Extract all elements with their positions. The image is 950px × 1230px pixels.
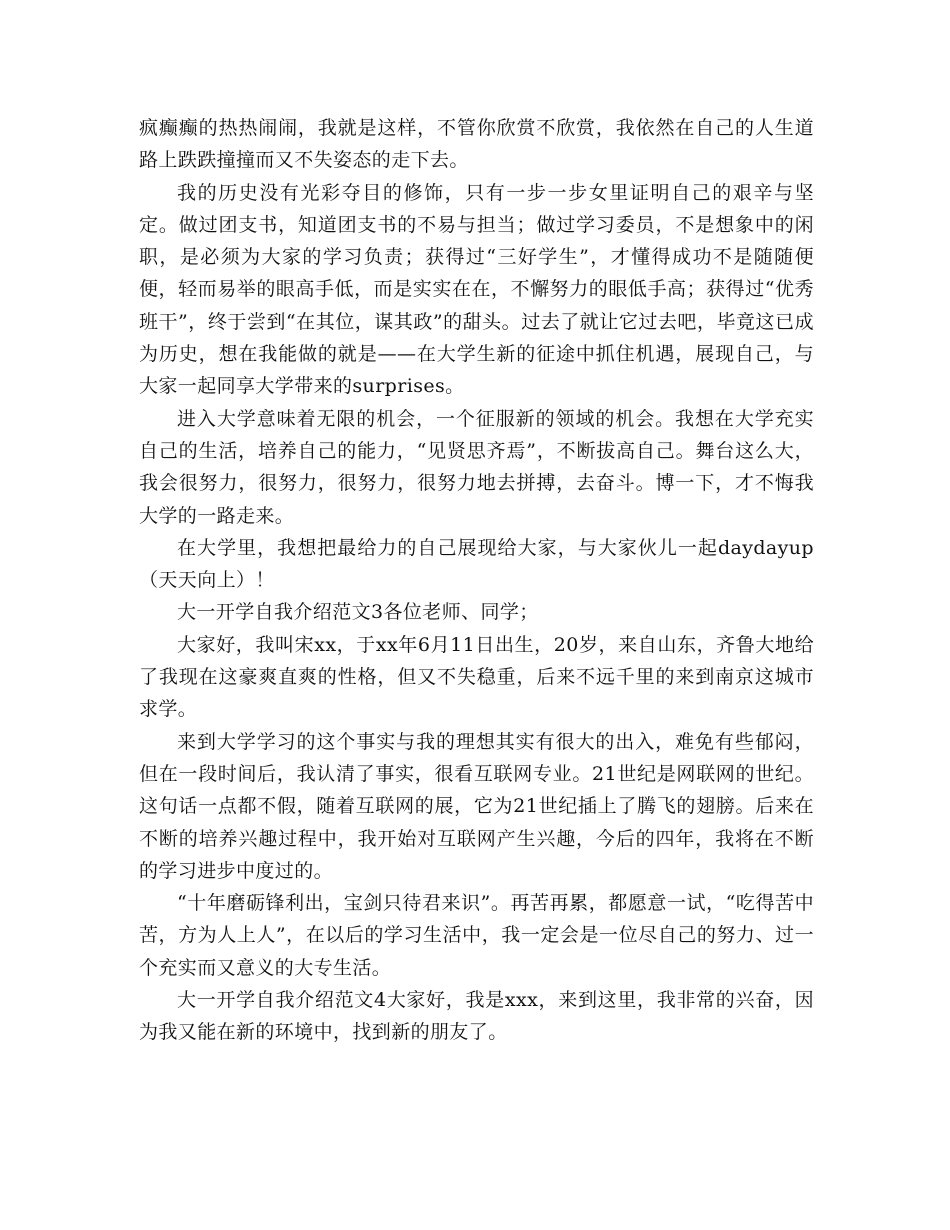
paragraph-internet-major: 来到大学学习的这个事实与我的理想其实有很大的出入，难免有些郁闷，但在一段时间后，我认清了事实，很看互联网专业。21世纪是网联网的世纪。这句话一点都不假，随着互联网的展，它为21世纪插上了腾飞的翅膀。后来在不断的培养兴趣过程中，我开始对互联网产生兴趣，今后的四年，我将在不断的学习进步中度过的。 [139, 730, 814, 882]
paragraph-motto: “十年磨砺锋利出，宝剑只待君来识”。再苦再累，都愿意一试，“吃得苦中苦，方为人上人”，在以后的学习生活中，我一定会是一位尽自己的努力、过一个充实而又意义的大专生活。 [139, 892, 814, 979]
paragraph-history: 我的历史没有光彩夺目的修饰，只有一步一步女里证明自己的艰辛与坚定。做过团支书，知道团支书的不易与担当；做过学习委员，不是想象中的闲职，是必须为大家的学习负责；获得过“三好学生”，才懂得成功不是随随便便，轻而易举的眼高手低，而是实实在在，不懈努力的眼低手高；获得过“优秀班干”，终于尝到“在其位，谋其政”的甜头。过去了就让它过去吧，毕竟这已成为历史，想在我能做的就是——在大学生新的征途中抓住机遇，展现自己，与大家一起同享大学带来的surprises。 [139, 181, 814, 398]
paragraph-daydayup: 在大学里，我想把最给力的自己展现给大家，与大家伙儿一起daydayup（天天向上）！ [139, 536, 814, 592]
paragraph-sample3-heading: 大一开学自我介绍范文3各位老师、同学； [177, 601, 539, 624]
paragraph-sample4: 大一开学自我介绍范文4大家好，我是xxx，来到这里，我非常的兴奋，因为我又能在新的环境中，找到新的朋友了。 [139, 989, 814, 1044]
paragraph-self-intro: 大家好，我叫宋xx，于xx年6月11日出生，20岁，来自山东，齐鲁大地给了我现在这豪爽直爽的性格，但又不失稳重，后来不远千里的来到南京这城市求学。 [139, 633, 814, 721]
document-page [139, 112, 814, 1049]
paragraph-university-opportunity: 进入大学意味着无限的机会，一个征服新的领域的机会。我想在大学充实自己的生活，培养自己的能力，“见贤思齐焉”，不断拔高自己。舞台这么大，我会很努力，很努力，很努力，很努力地去拼搏，去奋斗。博一下，才不悔我大学的一路走来。 [139, 407, 814, 527]
paragraph-continuation: 疯癫癫的热热闹闹，我就是这样，不管你欣赏不欣赏，我依然在自己的人生道路上跌跌撞撞而又不失姿态的走下去。 [139, 117, 814, 172]
